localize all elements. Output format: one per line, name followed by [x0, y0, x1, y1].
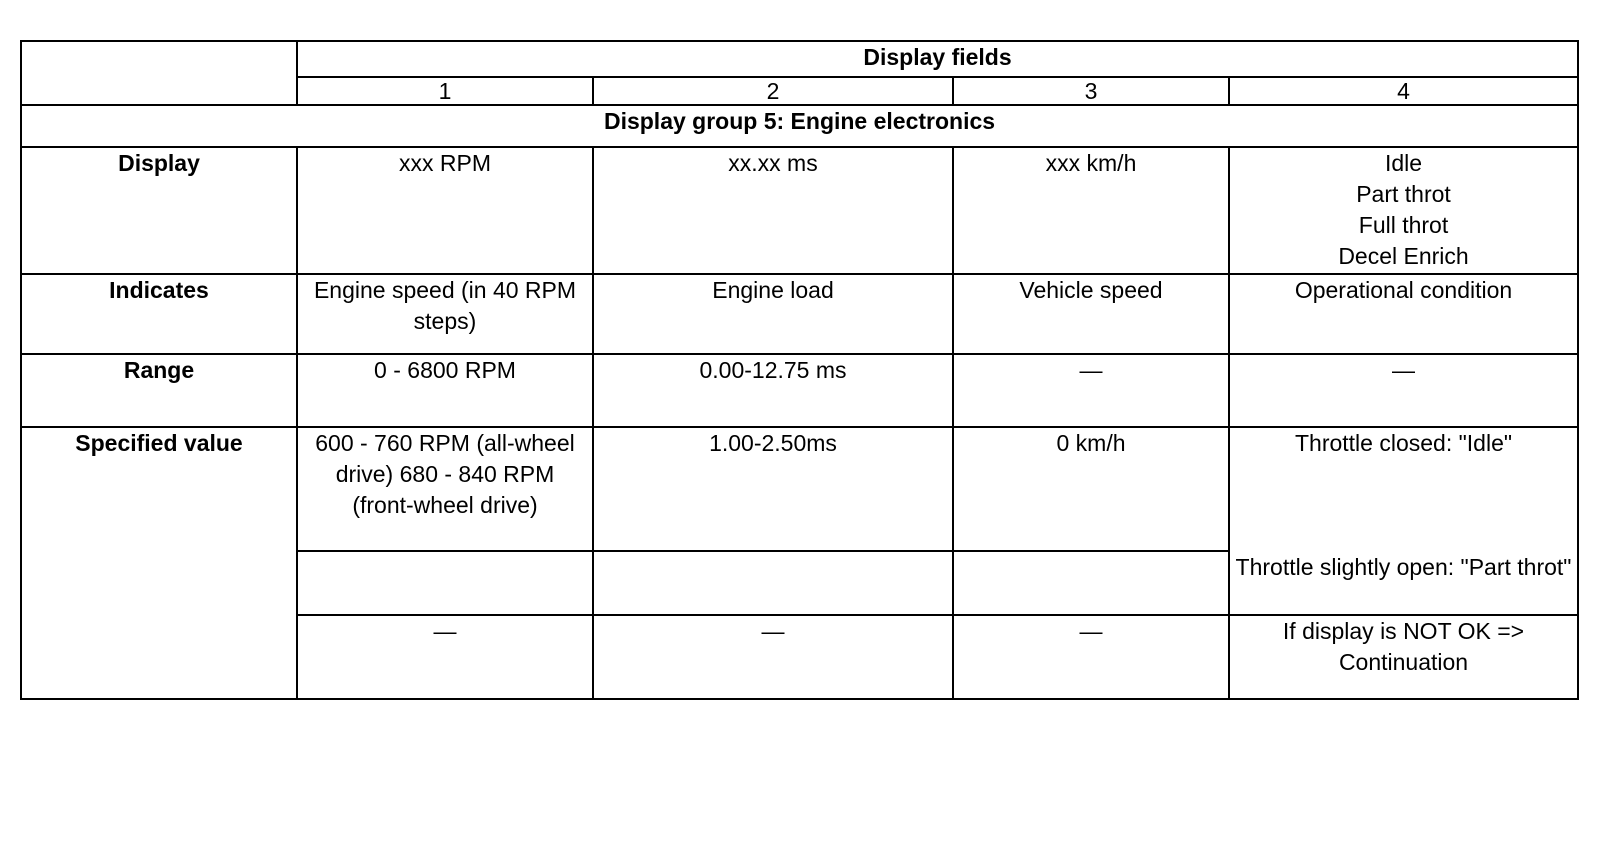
range-field-3: —: [953, 354, 1229, 427]
indicates-field-3: Vehicle speed: [953, 274, 1229, 354]
column-header-1: 1: [297, 77, 593, 105]
column-header-2: 2: [593, 77, 953, 105]
indicates-field-4: Operational condition: [1229, 274, 1578, 354]
group-title: Display group 5: Engine electronics: [21, 105, 1578, 147]
specified-dash-3: —: [953, 615, 1229, 699]
specified-field-4: [1229, 427, 1578, 615]
group-title-row: [21, 105, 1578, 147]
range-field-2: 0.00-12.75 ms: [593, 354, 953, 427]
range-field-1: 0 - 6800 RPM: [297, 354, 593, 427]
row-label-display: Display: [21, 147, 297, 274]
row-label-range: Range: [21, 354, 297, 427]
specified-field-4-idle: Throttle closed: "Idle": [1294, 430, 1513, 456]
specified-continuation: If display is NOT OK => Continuation: [1229, 615, 1578, 699]
display-field-3: xxx km/h: [953, 147, 1229, 274]
row-label-specified-value: Specified value: [21, 427, 297, 699]
specified-empty-1: [297, 551, 593, 615]
measured-value-table-container: [20, 40, 1579, 700]
specified-empty-3: [953, 551, 1229, 615]
specified-field-2: 1.00-2.50ms: [593, 427, 953, 551]
header-row: [21, 41, 1578, 77]
specified-empty-2: [593, 551, 953, 615]
row-label-indicates: Indicates: [21, 274, 297, 354]
table-row: [21, 147, 1578, 274]
display-field-1: xxx RPM: [297, 147, 593, 274]
display-fields-header: Display fields: [297, 41, 1578, 77]
specified-dash-1: —: [297, 615, 593, 699]
table-row: [21, 274, 1578, 354]
display-field-4-line: Part throt: [1356, 181, 1451, 207]
display-field-4-line: Decel Enrich: [1338, 243, 1469, 269]
specified-field-3: 0 km/h: [953, 427, 1229, 551]
specified-field-4-part-throt: Throttle slightly open: "Part throt": [1235, 554, 1572, 580]
specified-dash-2: —: [593, 615, 953, 699]
indicates-field-1: Engine speed (in 40 RPM steps): [297, 274, 593, 354]
corner-cell: [21, 41, 297, 105]
table-row: [21, 354, 1578, 427]
display-group-table: [20, 40, 1579, 700]
indicates-field-2: Engine load: [593, 274, 953, 354]
specified-field-1: 600 - 760 RPM (all-wheel drive) 680 - 840 RPM (front-wheel drive): [297, 427, 593, 551]
range-field-4: —: [1229, 354, 1578, 427]
display-field-4-line: Full throt: [1358, 212, 1449, 238]
table-row: [21, 427, 1578, 551]
column-header-4: 4: [1229, 77, 1578, 105]
column-header-3: 3: [953, 77, 1229, 105]
display-field-4-line: Idle: [1384, 150, 1423, 176]
display-field-2: xx.xx ms: [593, 147, 953, 274]
display-field-4: [1229, 147, 1578, 274]
